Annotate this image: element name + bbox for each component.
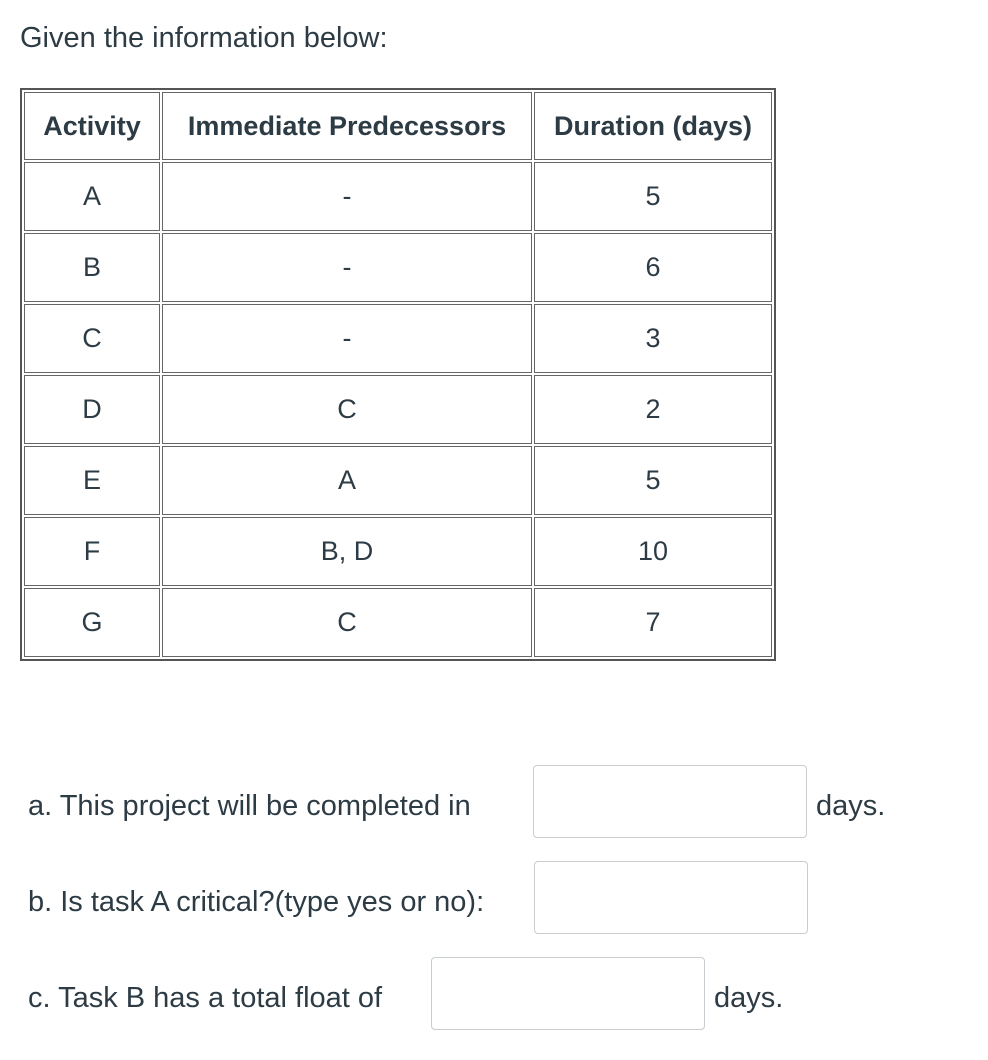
table-row bbox=[24, 233, 772, 302]
table-row bbox=[24, 446, 772, 515]
answer-c-input[interactable] bbox=[431, 957, 705, 1030]
cell-predecessors: C bbox=[162, 375, 532, 444]
activity-table bbox=[20, 88, 776, 661]
cell-duration: 10 bbox=[534, 517, 772, 586]
cell-predecessors: C bbox=[162, 588, 532, 657]
cell-duration: 2 bbox=[534, 375, 772, 444]
table-row bbox=[24, 162, 772, 231]
table-row bbox=[24, 304, 772, 373]
cell-duration: 7 bbox=[534, 588, 772, 657]
intro-text: Given the information below: bbox=[20, 22, 388, 54]
cell-predecessors: A bbox=[162, 446, 532, 515]
cell-activity: A bbox=[24, 162, 160, 231]
question-b-text: b. Is task A critical?(type yes or no): bbox=[28, 886, 485, 918]
cell-duration: 6 bbox=[534, 233, 772, 302]
answer-c-unit: days. bbox=[714, 982, 784, 1014]
cell-predecessors: - bbox=[162, 162, 532, 231]
cell-duration: 5 bbox=[534, 162, 772, 231]
cell-activity: D bbox=[24, 375, 160, 444]
cell-predecessors: B, D bbox=[162, 517, 532, 586]
header-activity: Activity bbox=[24, 92, 160, 160]
cell-activity: G bbox=[24, 588, 160, 657]
table-row bbox=[24, 517, 772, 586]
cell-duration: 5 bbox=[534, 446, 772, 515]
answer-b-input[interactable] bbox=[534, 861, 808, 934]
table-header-row bbox=[24, 92, 772, 160]
table-row bbox=[24, 375, 772, 444]
header-predecessors: Immediate Predecessors bbox=[162, 92, 532, 160]
cell-activity: B bbox=[24, 233, 160, 302]
cell-activity: E bbox=[24, 446, 160, 515]
cell-duration: 3 bbox=[534, 304, 772, 373]
cell-activity: C bbox=[24, 304, 160, 373]
header-duration: Duration (days) bbox=[534, 92, 772, 160]
cell-predecessors: - bbox=[162, 304, 532, 373]
answer-a-unit: days. bbox=[816, 790, 886, 822]
cell-predecessors: - bbox=[162, 233, 532, 302]
table-row bbox=[24, 588, 772, 657]
question-a-text: a. This project will be completed in bbox=[28, 790, 471, 822]
cell-activity: F bbox=[24, 517, 160, 586]
question-c-text: c. Task B has a total float of bbox=[28, 982, 383, 1014]
answer-a-input[interactable] bbox=[533, 765, 807, 838]
